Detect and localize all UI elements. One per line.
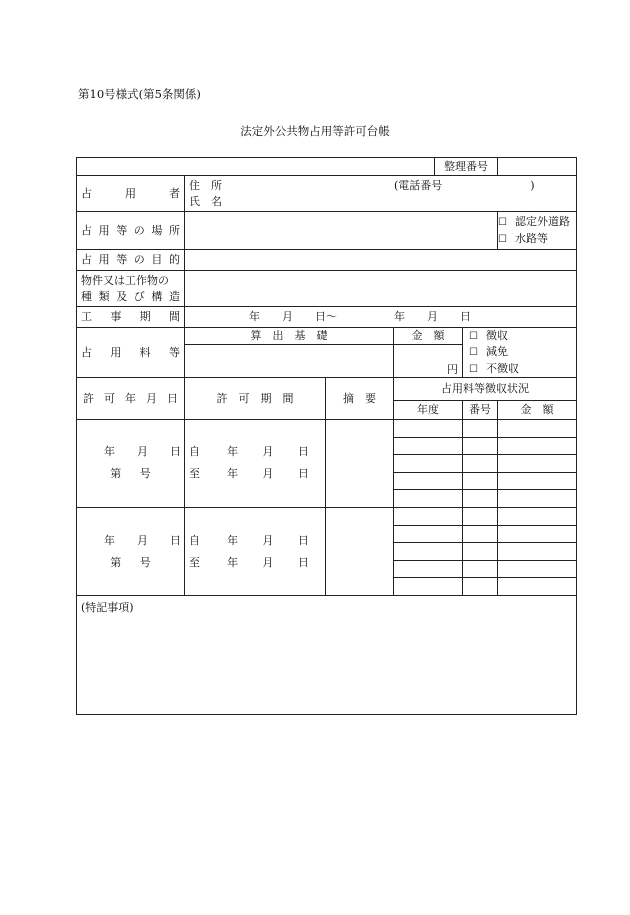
reg-number-value[interactable] (498, 158, 577, 176)
yen-label: 円 (447, 362, 458, 376)
construction-to-date: 年 月 日 (394, 309, 471, 323)
status-amount-cell[interactable] (498, 472, 577, 489)
object-label-line2: 種 類 及 び 構 造 (81, 289, 180, 303)
checkbox-icon[interactable]: ☐ (498, 233, 507, 245)
purpose-label-cell (77, 250, 185, 271)
fee-amount-value[interactable] (394, 344, 463, 377)
purpose-value-cell[interactable] (185, 250, 577, 271)
name-label: 氏 名 (189, 194, 222, 208)
status-number-cell[interactable] (463, 419, 498, 437)
occupant-label-cell (77, 176, 185, 212)
fee-amount-label: 金 額 (394, 327, 463, 344)
permit-ledger-table (76, 157, 577, 715)
checkbox-icon[interactable]: ☐ (469, 347, 478, 359)
summary-cell[interactable] (326, 507, 394, 595)
purpose-label: 占 用 等 の 目 的 (81, 253, 180, 267)
fee-label-cell (77, 327, 185, 378)
object-label-line1: 物件又は工作物の (81, 273, 169, 287)
status-number-cell[interactable] (463, 454, 498, 472)
status-amount-cell[interactable] (498, 543, 577, 561)
fee-basis-value[interactable] (185, 344, 394, 377)
status-year-cell[interactable] (394, 419, 463, 437)
status-year-cell[interactable] (394, 489, 463, 507)
reg-blank-cell (77, 158, 435, 176)
location-options-cell (498, 212, 577, 250)
fiscal-year-header: 年度 (394, 400, 463, 419)
status-year-cell[interactable] (394, 561, 463, 578)
fee-option-collect: 徴収 (485, 328, 508, 342)
checkbox-icon[interactable]: ☐ (469, 330, 478, 342)
status-number-cell[interactable] (463, 437, 498, 454)
construction-value-cell[interactable] (185, 306, 577, 327)
status-amount-cell[interactable] (498, 454, 577, 472)
status-year-cell[interactable] (394, 543, 463, 561)
remarks-label: (特記事項) (81, 601, 134, 615)
reg-number-label: 整理番号 (435, 158, 498, 176)
object-label-cell (77, 271, 185, 306)
status-number-cell[interactable] (463, 578, 498, 596)
status-year-cell[interactable] (394, 526, 463, 543)
status-number-cell[interactable] (463, 543, 498, 561)
location-option-road: 認定外道路 (514, 215, 570, 229)
status-number-cell[interactable] (463, 526, 498, 543)
fee-option-reduce: 減免 (485, 345, 508, 359)
status-amount-cell[interactable] (498, 526, 577, 543)
fee-option-none: 不徴収 (485, 361, 519, 375)
status-year-cell[interactable] (394, 507, 463, 525)
construction-label: 工 事 期 間 (81, 309, 180, 323)
status-year-cell[interactable] (394, 454, 463, 472)
status-year-cell[interactable] (394, 472, 463, 489)
location-value-cell[interactable] (185, 212, 498, 250)
permit-period-header: 許 可 期 間 (185, 378, 326, 419)
location-label-cell (77, 212, 185, 250)
permit-date-header: 許 可 年 月 日 (77, 378, 185, 419)
occupant-label: 占 用 者 (81, 186, 180, 200)
construction-label-cell (77, 306, 185, 327)
status-amount-cell[interactable] (498, 578, 577, 596)
remarks-cell[interactable] (77, 596, 577, 715)
status-year-cell[interactable] (394, 578, 463, 596)
construction-from-date: 年 月 日〜 (249, 309, 337, 323)
checkbox-icon[interactable]: ☐ (498, 217, 507, 229)
status-year-cell[interactable] (394, 437, 463, 454)
fee-status-header: 占用料等徴収状況 (394, 378, 577, 400)
status-amount-cell[interactable] (498, 507, 577, 525)
amount-header: 金 額 (498, 400, 577, 419)
status-number-cell[interactable] (463, 489, 498, 507)
form-label: 第10号様式(第5条関係) (78, 87, 201, 101)
permit-date-cell[interactable]: 年 月 日 第 号 (77, 419, 185, 507)
checkbox-icon[interactable]: ☐ (469, 363, 478, 375)
status-amount-cell[interactable] (498, 419, 577, 437)
status-number-cell[interactable] (463, 561, 498, 578)
permit-date-cell[interactable]: 年 月 日 第 号 (77, 507, 185, 595)
occupant-value-cell[interactable] (185, 176, 577, 212)
location-option-waterway: 水路等 (514, 231, 548, 245)
status-amount-cell[interactable] (498, 561, 577, 578)
fee-options-cell (463, 327, 577, 378)
phone-label: (電話番号 ) (394, 178, 535, 192)
summary-header: 摘 要 (326, 378, 394, 419)
permit-period-cell[interactable]: 自 年 月 日 至 年 月 日 (185, 419, 326, 507)
permit-period-cell[interactable]: 自 年 月 日 至 年 月 日 (185, 507, 326, 595)
location-label: 占 用 等 の 場 所 (81, 223, 180, 237)
status-amount-cell[interactable] (498, 489, 577, 507)
object-value-cell[interactable] (185, 271, 577, 306)
number-header: 番号 (463, 400, 498, 419)
fee-basis-label: 算 出 基 礎 (185, 327, 394, 344)
address-label: 住 所 (189, 178, 222, 192)
document-title: 法定外公共物占用等許可台帳 (240, 124, 390, 138)
fee-label: 占 用 料 等 (81, 345, 180, 359)
status-number-cell[interactable] (463, 472, 498, 489)
summary-cell[interactable] (326, 419, 394, 507)
status-number-cell[interactable] (463, 507, 498, 525)
status-amount-cell[interactable] (498, 437, 577, 454)
